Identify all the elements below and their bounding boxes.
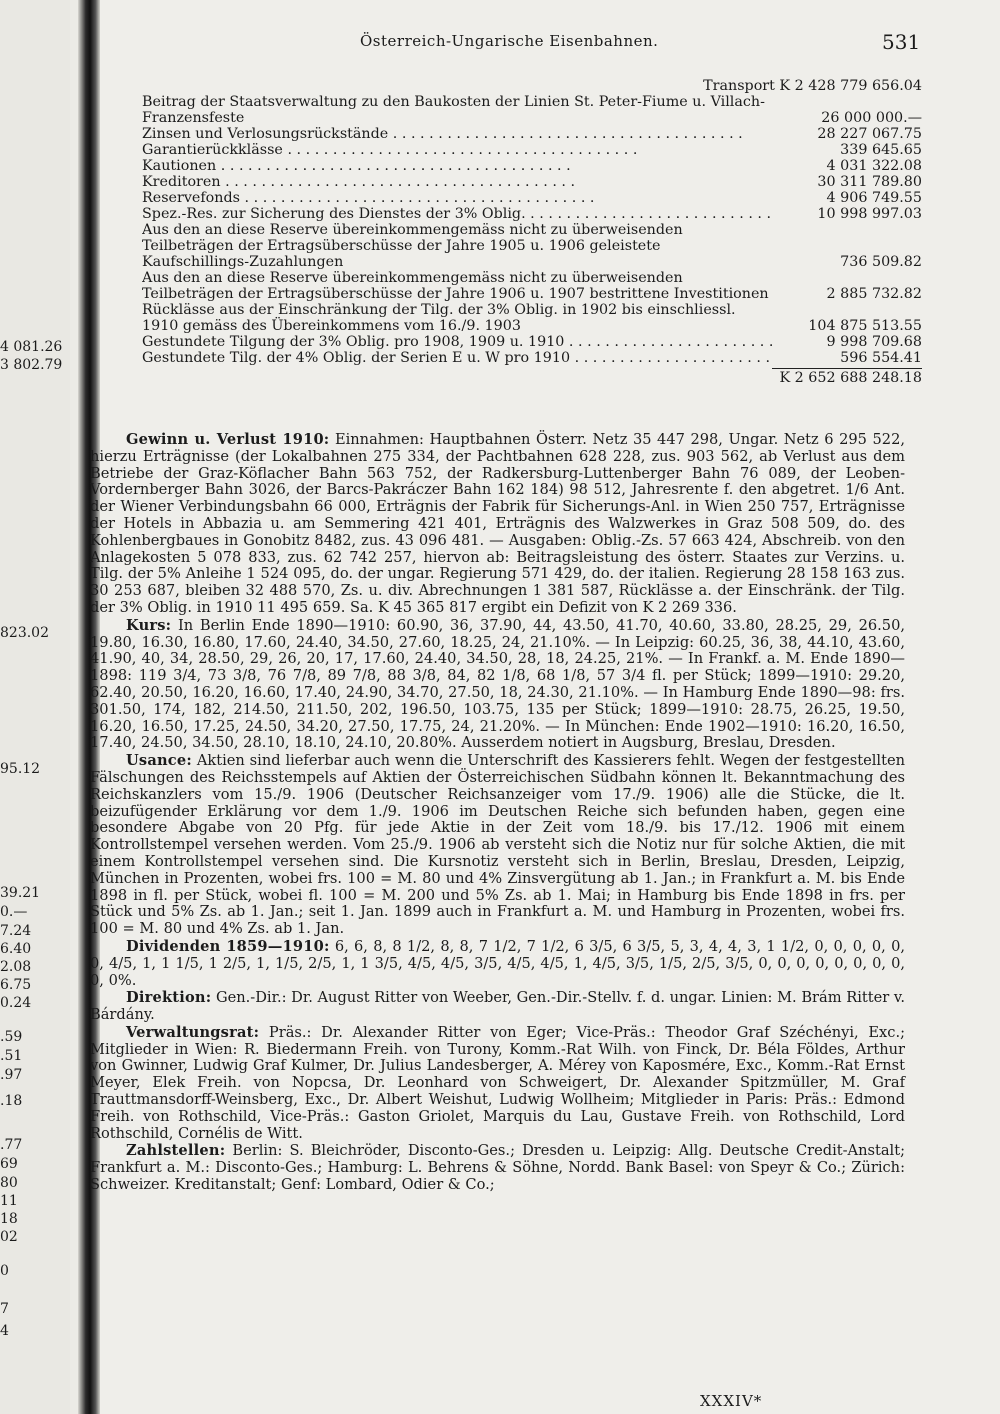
margin-number: 3 802.79 [0, 357, 63, 373]
balance-amount: 596 554.41 [840, 350, 922, 366]
usance-section [90, 753, 905, 938]
margin-number: 6.75 [0, 977, 32, 993]
balance-amount: 28 227 067.75 [817, 126, 922, 142]
balance-amount: 339 645.65 [840, 142, 922, 158]
balance-label: Kautionen [142, 158, 217, 174]
section-body: Gen.-Dir.: Dr. August Ritter von Weeber, Gen.-Dir.-Stellv. f. d. ungar. Linien: M. Brám Ritter v. Bárdány. [90, 989, 906, 1024]
balance-row [142, 350, 922, 366]
margin-number: 823.02 [0, 625, 49, 641]
balance-label: Spez.-Res. zur Sicherung des Dienstes der 3% Oblig. [142, 206, 526, 222]
section-body: Einnahmen: Hauptbahnen Österr. Netz 35 447 298, Ungar. Netz 6 295 522, hierzu Erträgnisse (der Lokalbahnen 275 334, der Pachtbahnen 628 228, zus. 903 562, ab Verlust aus dem Betriebe der Graz-Köflacher Bahn 563 752, der Radkersburg-Luttenberger Bahn 76 089, der Leoben-Vordernberger Bahn 3026, der Barcs-Pakráczer Bahn 162 184) 98 512, Jahresrente f. den abgetret. 1/6 Ant. der Wiener Verbindungsbahn 66 000, Erträgnis der Fabrik für Sicherungs-Anl. in Wien 250 757, Erträgnisse der Hotels in Abbazia u. am Semmering 421 401, Erträgnis des Walzwerkes in Graz 508 509, do. des Kohlenbergbaues in Gonobitz 8482, zus. 43 096 481. — Ausgaben: Oblig.-Zs. 57 663 424, Abschreib. von den Anlagekosten 5 078 833, zus. 62 742 257, hiervon ab: Beitragsleistung des österr. Staates zur Verzins. u. Tilg. der 5% Anleihe 1 524 095, do. der ungar. Regierung 571 429, do. der italien. Regierung 28 158 163 zus. 30 253 687, bleiben 32 488 570, Zs. u. div. Abrechnungen 1 381 587, Rücklässe a. der Einschränk. der Tilg. der 3% Oblig. in 1910 11 495 659. Sa. K 45 365 817 ergibt ein Defizit von K 2 269 336. [90, 431, 905, 616]
balance-row [142, 158, 922, 174]
page-number: 531 [882, 30, 921, 54]
balance-row [142, 174, 922, 190]
margin-number: 02 [0, 1229, 18, 1245]
section-body: 6, 6, 8, 8 1/2, 8, 8, 7 1/2, 7 1/2, 6 3/5, 6 3/5, 5, 3, 4, 4, 3, 1 1/2, 0, 0, 0, 0, 0, 0, 4/5, 1, 1 1/5, 1 2/5, 1, 1/5, 2/5, 1, 1 3/5, 4/5, 4/5, 3/5, 4/5, 4/5, 1, 4/5, 3/5, 1/5, 2/5, 3/5, 0, 0, 0, 0, 0, 0, 0, 0, 0, 0%. [90, 937, 905, 989]
margin-number: 2.08 [0, 959, 32, 975]
balance-amount: 30 311 789.80 [817, 174, 922, 190]
section-heading: Zahlstellen: [126, 1142, 226, 1160]
balance-row [142, 206, 922, 222]
balance-row [142, 190, 922, 206]
balance-row [142, 334, 922, 350]
previous-page-margin [0, 0, 70, 1414]
balance-amount: 10 998 997.03 [817, 206, 922, 222]
balance-amount: 2 885 732.82 [826, 286, 922, 302]
balance-amount: 9 998 709.68 [826, 334, 922, 350]
transport-row [142, 78, 922, 94]
section-body: Berlin: S. Bleichröder, Disconto-Ges.; Dresden u. Leipzig: Allg. Deutsche Credit-Anstalt; Frankfurt a. M.: Disconto-Ges.; Hamburg: L. Behrens & Söhne, Nordd. Bank Basel: von Speyr & Co.; Zürich: Schweizer. Kreditanstalt; Genf: Lombard, Odier & Co.; [90, 1142, 905, 1194]
margin-number: 11 [0, 1193, 18, 1209]
section-heading: Direktion: [126, 989, 212, 1007]
section-heading: Dividenden 1859—1910: [126, 937, 330, 955]
margin-number: 7.24 [0, 923, 32, 939]
balance-label: Aus den an diese Reserve übereinkommengemäss nicht zu überweisenden Teilbeträgen der Ertragsüberschüsse der Jahre 1906 u. 1907 bestrittene Investitionen [142, 270, 769, 302]
balance-amount: 4 031 322.08 [826, 158, 922, 174]
margin-number: .77 [0, 1137, 23, 1153]
dividenden-section [90, 939, 905, 989]
balance-amount: 26 000 000.— [821, 110, 922, 126]
balance-row [142, 270, 922, 302]
margin-number: .97 [0, 1067, 23, 1083]
balance-amount: 736 509.82 [840, 254, 922, 270]
section-heading: Kurs: [126, 616, 172, 634]
margin-number: 0.— [0, 904, 28, 920]
margin-number: 0 [0, 1263, 9, 1279]
balance-total: K 2 652 688 248.18 [779, 370, 922, 386]
balance-amount: 104 875 513.55 [808, 318, 922, 334]
balance-label: Beitrag der Staatsverwaltung zu den Baukosten der Linien St. Peter-Fiume u. Villach-Franzensfeste [142, 94, 765, 126]
margin-number: .59 [0, 1029, 23, 1045]
margin-number: 18 [0, 1211, 18, 1227]
margin-number: 39.21 [0, 885, 41, 901]
margin-number: 7 [0, 1301, 9, 1317]
margin-number: 6.40 [0, 941, 32, 957]
balance-row [142, 302, 922, 334]
transport-amount: Transport K 2 428 779 656.04 [703, 78, 922, 94]
margin-number: 4 [0, 1323, 9, 1339]
section-body: Präs.: Dr. Alexander Ritter von Eger; Vice-Präs.: Theodor Graf Széchényi, Exc.; Mitglieder in Wien: R. Biedermann Freih. von Turony, Komm.-Rat Wilh. von Finck, Dr. Béla Földes, Arthur von Gwinner, Ludwig Graf Kulmer, Dr. Julius Landesberger, A. Mérey von Kaposmére, Exc., Komm.-Rat Ernst Meyer, Elek Freih. von Nopcsa, Dr. Leonhard von Schweigert, Dr. Alexander Spitzmüller, M. Graf Trauttmansdorff-Weinsberg, Exc., Dr. Albert Weishut, Ludwig Wollheim; Mitglieder in Paris: Präs.: Edmond Freih. von Rothschild, Vice-Präs.: Gaston Griolet, Marquis du Lau, Gustave Freih. von Rothschild, Lord Rothschild, Cornélis de Witt. [90, 1023, 906, 1142]
margin-number: 0.24 [0, 995, 32, 1011]
gewinn-verlust-section [90, 432, 905, 617]
direktion-section [90, 990, 905, 1024]
section-body: In Berlin Ende 1890—1910: 60.90, 36, 37.90, 44, 43.50, 41.70, 40.60, 33.80, 28.25, 29, 26.50, 19.80, 16.30, 16.80, 17.60, 24.40, 34.50, 27.60, 18.25, 24, 21.10%. — In Leipzig: 60.25, 36, 38, 44.10, 43.60, 41.90, 40, 34, 28.50, 29, 26, 20, 17, 17.60, 24.40, 34.50, 28, 18, 24.25, 21%. — In Frankf. a. M. Ende 1890—1898: 119 3/4, 73 3/8, 76 7/8, 89 7/8, 88 3/8, 84, 82 1/8, 68 1/8, 57 3/4 fl. per Stück; 1899—1910: 29.20, 62.40, 20.50, 16.20, 16.60, 17.40, 24.90, 34.70, 27.50, 18, 24.30, 21.10%. — In Hamburg Ende 1890—98: frs. 301.50, 174, 182, 214.50, 211.50, 202, 196.50, 103.75, 135 per Stück; 1899—1910: 28.75, 26.25, 19.50, 16.20, 16.50, 17.25, 24.50, 34.20, 27.50, 17.75, 24, 21.20%. — In München: Ende 1902—1910: 16.20, 16.50, 17.40, 24.50, 34.50, 28.10, 18.10, 24.10, 20.80%. Ausserdem notiert in Augsburg, Breslau, Dresden. [90, 616, 905, 752]
margin-number: .18 [0, 1093, 23, 1109]
margin-number: 4 081.26 [0, 339, 63, 355]
balance-label: Garantierückklässe [142, 142, 283, 158]
balance-label: Reservefonds [142, 190, 240, 206]
section-heading: Gewinn u. Verlust 1910: [126, 431, 330, 448]
margin-number: 69 [0, 1156, 18, 1172]
balance-label: Kreditoren [142, 174, 221, 190]
balance-row [142, 94, 922, 126]
kurs-section [90, 618, 905, 752]
running-header: Österreich-Ungarische Eisenbahnen. [360, 32, 659, 50]
section-heading: Usance: [126, 752, 192, 770]
balance-amount: 4 906 749.55 [826, 190, 922, 206]
zahlstellen-section [90, 1143, 905, 1193]
balance-row [142, 142, 922, 158]
verwaltungsrat-section [90, 1025, 905, 1143]
margin-number: .51 [0, 1048, 23, 1064]
balance-label: Gestundete Tilg. der 4% Oblig. der Serien E u. W pro 1910 [142, 350, 571, 366]
balance-label: Rücklässe aus der Einschränkung der Tilg. der 3% Oblig. in 1902 bis einschliessl. 1910 gemäss des Übereinkommens vom 16./9. 1903 [142, 302, 736, 334]
margin-number: 80 [0, 1175, 18, 1191]
section-body: Aktien sind lieferbar auch wenn die Unterschrift des Kassierers fehlt. Wegen der festgestellten Fälschungen des Reichsstempels auf Aktien der Österreichischen Südbahn können lt. Bekanntmachung des Reichskanzlers vom 15./9. 1906 (Deutscher Reichsanzeiger vom 17./9. 1906) alle die Stücke, die lt. beizufügender Erklärung vor dem 1./9. 1906 im Deutschen Reiche sich befunden haben, gegen eine besondere Abgabe von 20 Pfg. für jede Aktie in der Zeit vom 18./9. bis 17./12. 1906 mit einem Kontrollstempel versehen werden. Vom 25./9. 1906 ab versteht sich die Notiz nur für solche Aktien, die mit einem Kontrollstempel versehen sind. Die Kursnotiz versteht sich in Berlin, Breslau, Dresden, Leipzig, München in Prozenten, wobei frs. 100 = M. 80 und 4% Zinsvergütung ab 1. Jan.; in Frankfurt a. M. bis Ende 1898 in fl. per Stück, wobei fl. 100 = M. 200 und 5% Zs. ab 1. Mai; in Hamburg bis Ende 1898 in frs. per Stück und 5% Zs. ab 1. Jan.; seit 1. Jan. 1899 auch in Frankfurt a. M. und Hamburg in Prozenten, wobei frs. 100 = M. 80 und 4% Zs. ab 1. Jan. [90, 752, 905, 938]
balance-sheet [142, 78, 922, 387]
balance-row [142, 126, 922, 142]
signature-mark: XXXIV* [700, 1392, 763, 1410]
balance-row [142, 222, 922, 270]
company-report-text [90, 432, 905, 1195]
section-heading: Verwaltungsrat: [126, 1023, 260, 1041]
margin-number: 95.12 [0, 761, 41, 777]
balance-label: Aus den an diese Reserve übereinkommengemäss nicht zu überweisenden Teilbeträgen der Ertragsüberschüsse der Jahre 1905 u. 1906 geleistete Kaufschillings-Zuzahlungen [142, 222, 683, 270]
balance-label: Zinsen und Verlosungsrückstände [142, 126, 389, 142]
balance-label: Gestundete Tilgung der 3% Oblig. pro 1908, 1909 u. 1910 [142, 334, 565, 350]
